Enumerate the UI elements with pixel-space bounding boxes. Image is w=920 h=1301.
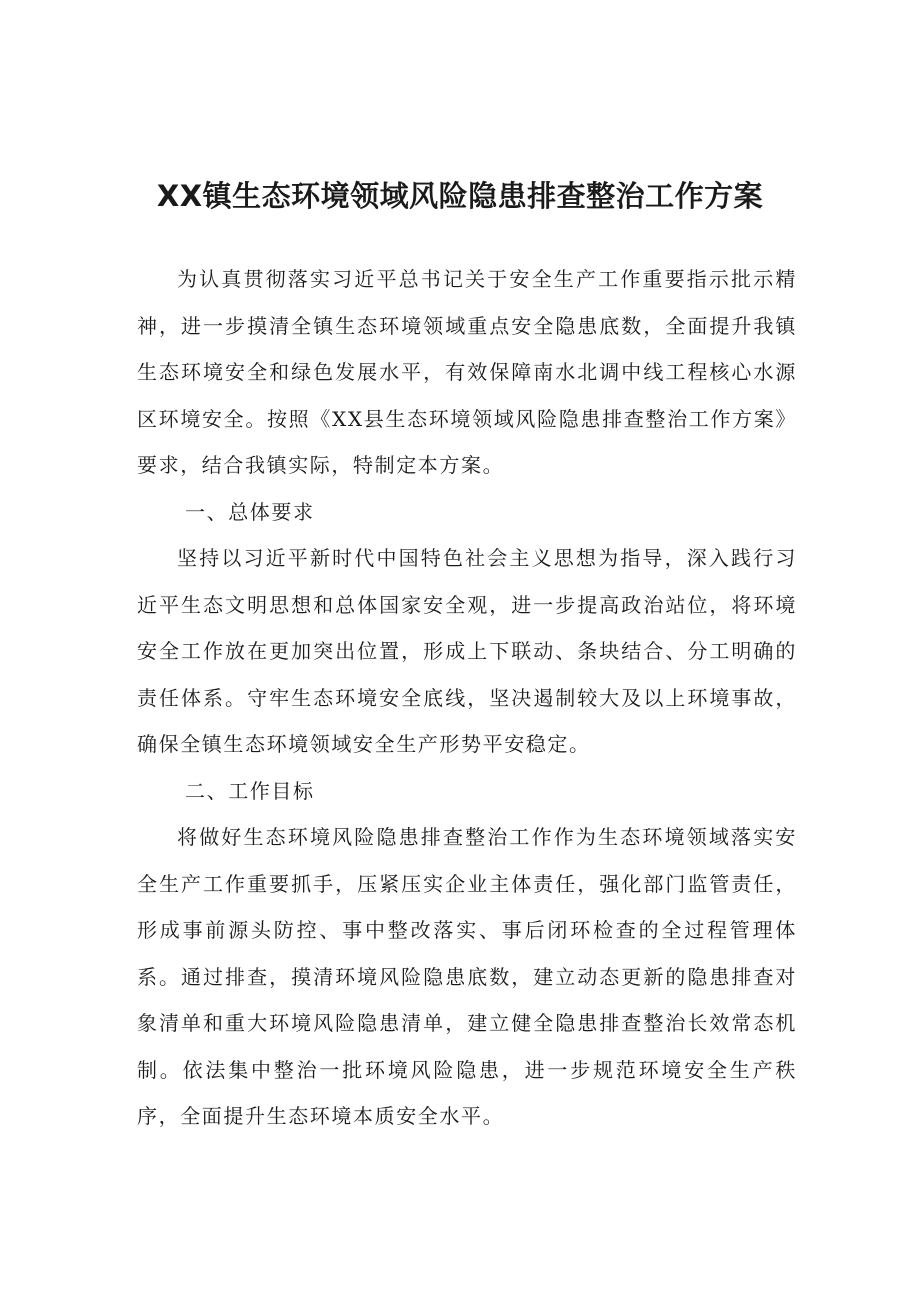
section-body-work-objectives: 将做好生态环境风险隐患排查整治工作作为生态环境领域落实安全生产工作重要抓手，压紧压实企业主体责任，强化部门监管责任，形成事前源头防控、事中整改落实、事后闭环检查的全过程管理体系。通过排查，摸清环境风险隐患底数，建立动态更新的隐患排查对象清单和重大环境风险隐患清单，建立健全隐患排查整治长效常态机制。依法集中整治一批环境风险隐患，进一步规范环境安全生产秩序，全面提升生态环境本质安全水平。 xyxy=(137,825,797,1128)
section-heading-work-objectives: 二、工作目标 xyxy=(185,778,315,803)
intro-paragraph: 为认真贯彻落实习近平总书记关于安全生产工作重要指示批示精神，进一步摸清全镇生态环境领域重点安全隐患底数，全面提升我镇生态环境安全和绿色发展水平，有效保障南水北调中线工程核心水源区环境安全。按照《XX县生态环境领域风险隐患排查整治工作方案》要求，结合我镇实际，特制定本方案。 xyxy=(137,267,797,477)
section-heading-general-requirements: 一、总体要求 xyxy=(185,499,315,524)
document-body xyxy=(137,256,797,1140)
document-title: XX镇生态环境领域风险隐患排查整治工作方案 xyxy=(156,179,764,213)
section-body-general-requirements: 坚持以习近平新时代中国特色社会主义思想为指导，深入践行习近平生态文明思想和总体国家安全观，进一步提高政治站位，将环境安全工作放在更加突出位置，形成上下联动、条块结合、分工明确的责任体系。守牢生态环境安全底线，坚决遏制较大及以上环境事故，确保全镇生态环境领域安全生产形势平安稳定。 xyxy=(137,546,797,756)
